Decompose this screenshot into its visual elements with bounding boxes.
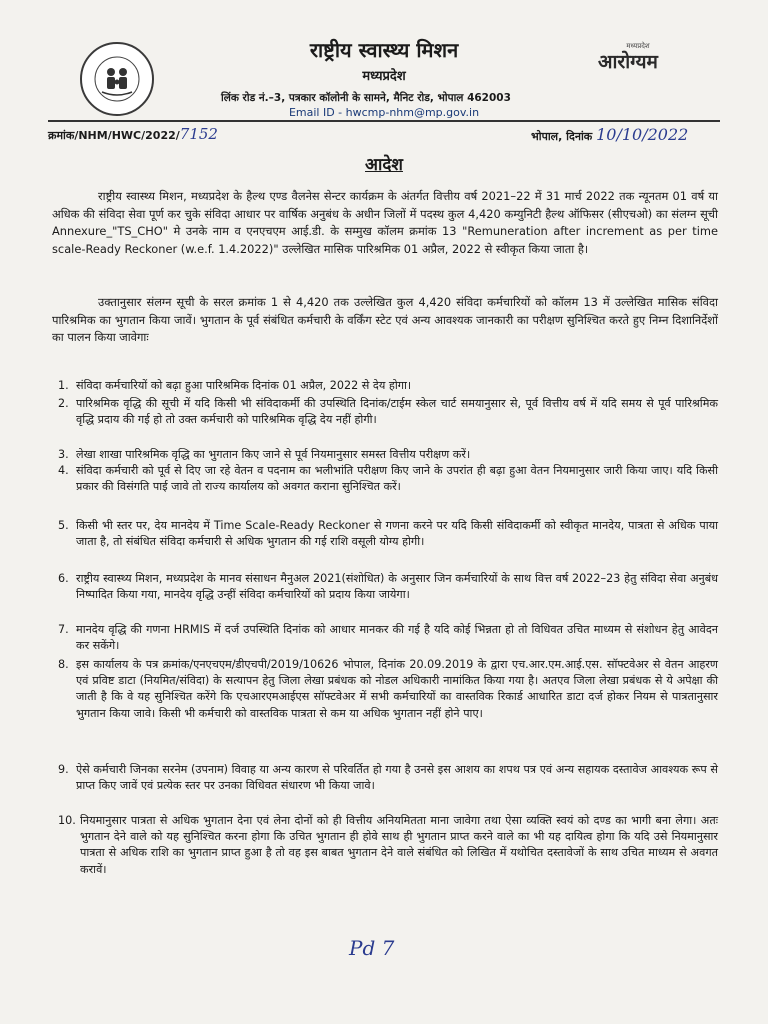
guideline-number: 5. (58, 519, 69, 532)
guideline-item (58, 813, 718, 878)
handwritten-reference: 7152 (179, 125, 218, 143)
reference-number (48, 125, 218, 143)
org-title: राष्ट्रीय स्वास्थ्य मिशन (309, 38, 459, 62)
guideline-text: पारिश्रमिक वृद्धि की सूची में यदि किसी भी संविदाकर्मी की उपस्थिति दिनांक/टाईम स्केल चार्ट समयानुसार से, पूर्व वित्तीय वर्ष में यदि समय से पूर्व पारिश्रमिक वृद्धि प्रदाय की गई हो तो उक्त कर्मचारी को पारिश्रमिक वृद्धि देय नहीं होगी। (76, 397, 718, 427)
guideline-number: 1. (58, 379, 69, 392)
guideline-item (58, 762, 718, 794)
guideline-text: लेखा शाखा पारिश्रमिक वृद्धि का भुगतान किए जाने से पूर्व नियमानुसार समस्त वित्तीय परीक्षण करें। (76, 448, 471, 461)
guideline-text: इस कार्यालय के पत्र क्रमांक/एनएचएम/डीएचपी/2019/10626 भोपाल, दिनांक 20.09.2019 के द्वारा एच.आर.एम.आई.एस. सॉफ्टवेअर से वेतन आहरण एवं प्रविष्ट डाटा (नियमित/संविदा) के सत्यापन हेतु जिला लेखा प्रबंधक को नोडल अधिकारी नामांकित किया गया है। अतएव जिला लेखा प्रबंधक से ये अपेक्षा की जाती है कि वे यह सुनिश्चित करेंगे कि एचआरएमआईएस सॉफ्टवेअर में सभी कर्मचारियों का वास्तविक रिकार्ड आधारित डाटा दर्ज होकर नियम से पात्रतानुसार भुगतान किया जावे। किसी भी कर्मचारी को वास्तविक पात्रता से कम या अधिक भुगतान नहीं होने पाए। (76, 658, 718, 720)
issue-date (531, 125, 688, 144)
office-address: लिंक रोड नं.–3, पत्रकार कॉलोनी के सामने, मैनिट रोड, भोपाल 462003 (221, 92, 511, 104)
guideline-text: नियमानुसार पात्रता से अधिक भुगतान देना एवं लेना दोनों को ही वित्तीय अनियमितता माना जावेगा तथा ऐसा व्यक्ति स्वयं को दण्ड का भागी बना लेगा। अतः भुगतान देने वाले को यह सुनिश्चित करना होगा कि उचित भुगतान ही होवे साथ ही भुगतान प्राप्त करने वाले का भी यह दायित्व होगा कि यदि उसे नियमानुसार पात्रता से अधिक राशि का भुगतान प्राप्त हुआ है तो वह इस बाबत भुगतान देने वाले संबंधित को लिखित में यथोचित दस्तावेजों के साथ उचित माध्यम से अवगत करावें। (80, 814, 718, 876)
arogyam-logo (598, 42, 698, 92)
guideline-number: 9. (58, 763, 69, 776)
reference-label: क्रमांक/NHM/HWC/2022/ (48, 129, 180, 142)
guideline-number: 8. (58, 658, 69, 671)
guideline-number: 3. (58, 448, 69, 461)
guideline-item (58, 571, 718, 603)
arogyam-logo-text: आरोग्यम (598, 51, 658, 73)
guideline-number: 10. (58, 814, 76, 827)
guideline-item (58, 447, 718, 463)
guideline-number: 4. (58, 464, 69, 477)
header-divider (48, 120, 720, 122)
guideline-text: ऐसे कर्मचारी जिनका सरनेम (उपनाम) विवाह या अन्य कारण से परिवर्तित हो गया है उनसे इस आशय का शपथ पत्र एवं अन्य सहायक दस्तावेज आवश्यक रूप से प्राप्त किए जावें एवं प्रत्येक स्तर पर उनका विधिवत संधारण भी किया जावे। (76, 763, 718, 793)
guideline-text: संविदा कर्मचारियों को बढ़ा हुआ पारिश्रमिक दिनांक 01 अप्रैल, 2022 से देय होगा। (76, 379, 412, 392)
guideline-item (58, 518, 718, 550)
guideline-item (58, 622, 718, 654)
guideline-text: राष्ट्रीय स्वास्थ्य मिशन, मध्यप्रदेश के मानव संसाधन मैनुअल 2021(संशोधित) के अनुसार जिन कर्मचारियों के साथ वित्त वर्ष 2022–23 हेतु संविदा सेवा अनुबंध निष्पादित किया गया, मानदेय वृद्धि उन्हीं संविदा कर्मचारियों को प्रदाय किया जायेगा। (76, 572, 718, 602)
guideline-item (58, 463, 718, 495)
guideline-text: किसी भी स्तर पर, देय मानदेय में Time Scale-Ready Reckoner से गणना करने पर यदि किसी संविदाकर्मी को स्वीकृत मानदेय, पात्रता से अधिक पाया जाता है, तो संबंधित संविदा कर्मचारी से अधिक भुगतान की गई राशि वसूली योग्य होगी। (76, 519, 718, 549)
order-heading: आदेश (365, 155, 403, 175)
guideline-text: संविदा कर्मचारी को पूर्व से दिए जा रहे वेतन व पदनाम का भलीभांति परीक्षण किए जाने के उपरांत ही बढ़ा हुआ वेतन नियमानुसार जारी किया जाए। यदि किसी प्रकार की विसंगति पाई जावे तो राज्य कार्यालय को अवगत कराना सुनिश्चित करें। (76, 464, 718, 494)
instruction-paragraph: उक्तानुसार संलग्न सूची के सरल क्रमांक 1 से 4,420 तक उल्लेखित कुल 4,420 संविदा कर्मचारियों को कॉलम 13 में उल्लेखित मासिक संविदा पारिश्रमिक का भुगतान किया जावें। भुगतान के पूर्व संबंधित कर्मचारी के वर्किंग स्टेट एवं अन्य आवश्यक जानकारी का परीक्षण सुनिश्चित करते हुए निम्न दिशानिर्देशों का पालन किया जावेगाः (52, 295, 718, 344)
guideline-number: 2. (58, 397, 69, 410)
guideline-text: मानदेय वृद्धि की गणना HRMIS में दर्ज उपस्थिति दिनांक को आधार मानकर की गई है यदि कोई भिन्नता हो तो विधिवत उचित माध्यम से संशोधन हेतु आवेदन कर सकेंगे। (76, 623, 718, 653)
intro-paragraph: राष्ट्रीय स्वास्थ्य मिशन, मध्यप्रदेश के हैल्थ एण्ड वैलनेस सेन्टर कार्यक्रम के अंतर्गत वित्तीय वर्ष 2021–22 में 31 मार्च 2022 तक न्यूनतम 01 वर्ष या अधिक की संविदा सेवा पूर्ण कर चुके संविदा आधार पर वार्षिक अनुबंध के अधीन जिलों में पदस्थ कुल 4,420 कम्युनिटी हैल्थ ऑफिसर (सीएचओ) का संलग्न सूची Annexure_"TS_CHO" मे उनके नाम व एनएचएम आई.डी. के सम्मुख कॉलम क्रमांक 13 "Remuneration after increment as per time scale-Ready Reckoner (w.e.f. 1.4.2022)" उल्लेखित मासिक पारिश्रमिक 01 अप्रैल, 2022 से स्वीकृत किया जाता है। (52, 189, 718, 256)
office-email: Email ID - hwcmp-nhm@mp.gov.in (288, 106, 480, 119)
handwritten-page-note: Pd 7 (349, 936, 395, 960)
date-label: भोपाल, दिनांक (531, 130, 593, 143)
guideline-item (58, 378, 718, 394)
guideline-item (58, 657, 718, 722)
arogyam-logo-state: मध्यप्रदेश (626, 42, 650, 50)
handwritten-date: 10/10/2022 (596, 125, 689, 144)
state-name: मध्यप्रदेश (362, 69, 406, 84)
guideline-number: 6. (58, 572, 69, 585)
guideline-item (58, 396, 718, 428)
guideline-number: 7. (58, 623, 69, 636)
